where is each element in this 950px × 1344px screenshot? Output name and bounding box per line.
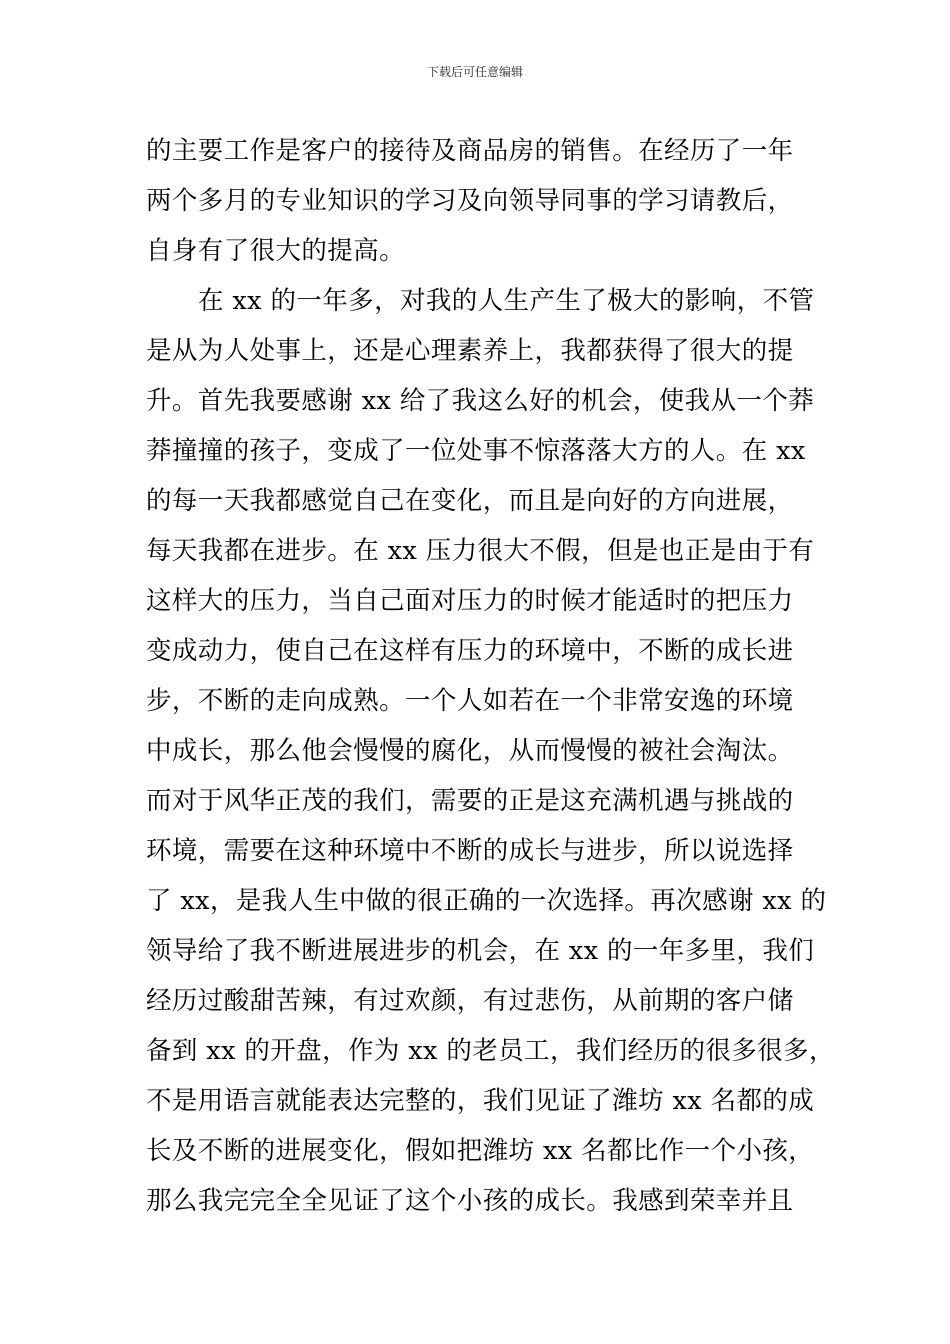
text-line: 步，不断的走向成熟。一个人如若在一个非常安逸的环境 [146, 686, 794, 716]
text-line: 环境，需要在这种环境中不断的成长与进步，所以说选择 [146, 836, 794, 866]
text-line: 每天我都在进步。在 xx 压力很大不假，但是也正是由于有 [146, 536, 815, 566]
text-line: 升。首先我要感谢 xx 给了我这么好的机会，使我从一个莽 [146, 386, 815, 416]
text-line: 是从为人处事上，还是心理素养上，我都获得了很大的提 [146, 336, 794, 366]
text-line: 的每一天我都感觉自己在变化，而且是向好的方向进展， [146, 486, 794, 516]
text-line: 经历过酸甜苦辣，有过欢颜，有过悲伤，从前期的客户储 [146, 986, 794, 1016]
text-line: 中成长，那么他会慢慢的腐化，从而慢慢的被社会淘汰。 [146, 736, 794, 766]
text-line: 了 xx，是我人生中做的很正确的一次选择。再次感谢 xx 的 [146, 886, 827, 916]
text-line: 备到 xx 的开盘，作为 xx 的老员工，我们经历的很多很多， [146, 1036, 835, 1066]
text-line: 不是用语言就能表达完整的，我们见证了潍坊 xx 名都的成 [146, 1086, 815, 1116]
text-line: 变成动力，使自己在这样有压力的环境中，不断的成长进 [146, 636, 794, 666]
paragraph-first-line: 在 xx 的一年多，对我的人生产生了极大的影响，不管 [198, 286, 815, 316]
text-line: 长及不断的进展变化，假如把潍坊 xx 名都比作一个小孩， [146, 1136, 815, 1166]
text-line: 两个多月的专业知识的学习及向领导同事的学习请教后， [146, 186, 794, 216]
text-line: 领导给了我不断进展进步的机会，在 xx 的一年多里，我们 [146, 936, 815, 966]
text-line: 这样大的压力，当自己面对压力的时候才能适时的把压力 [146, 586, 794, 616]
text-line: 而对于风华正茂的我们，需要的正是这充满机遇与挑战的 [146, 786, 794, 816]
document-body [146, 126, 835, 1226]
text-line: 那么我完完全全见证了这个小孩的成长。我感到荣幸并且 [146, 1186, 794, 1216]
page-header: 下载后可任意编辑 [426, 65, 523, 79]
text-line: 的主要工作是客户的接待及商品房的销售。在经历了一年 [146, 136, 794, 166]
text-line: 莽撞撞的孩子，变成了一位处事不惊落落大方的人。在 xx [146, 436, 806, 466]
text-line: 自身有了很大的提高。 [146, 236, 406, 266]
